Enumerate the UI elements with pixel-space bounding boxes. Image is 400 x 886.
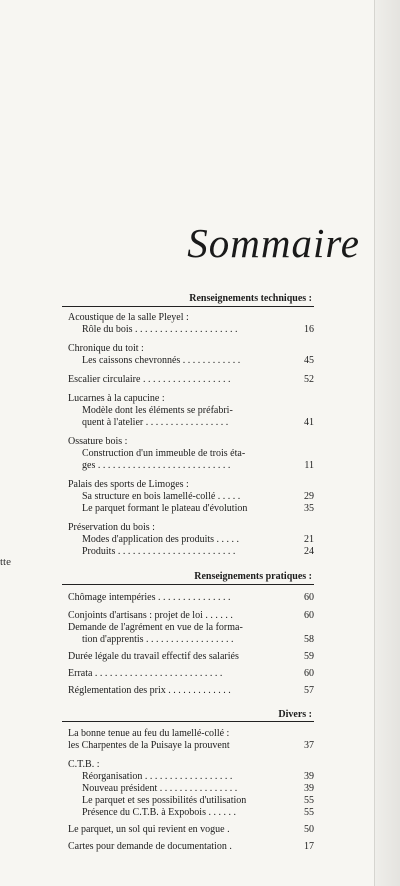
toc-entry: Modes d'application des produits . . . . . 21 <box>82 534 314 545</box>
toc-entry: Réorganisation . . . . . . . . . . . . . . . . . . 39 <box>82 771 314 782</box>
toc-entry: Produits . . . . . . . . . . . . . . . . . . . . . . . . 24 <box>82 546 314 557</box>
page-title: Sommaire <box>187 220 360 266</box>
toc-entry: Acoustique de la salle Pleyel : <box>68 312 189 323</box>
section-rule <box>62 721 314 722</box>
toc-entry: C.T.B. : <box>68 759 100 770</box>
toc-entry: Modèle dont les éléments se préfabri- <box>82 405 233 416</box>
toc-entry: Réglementation des prix . . . . . . . . . . . . . 57 <box>68 685 314 696</box>
section-heading-divers: Divers : <box>278 709 312 720</box>
toc-entry: Nouveau président . . . . . . . . . . . . . . . . 39 <box>82 783 314 794</box>
toc-entry: Le parquet formant le plateau d'évolution 35 <box>82 503 314 514</box>
toc-entry: Durée légale du travail effectif des salariés 59 <box>68 651 314 662</box>
toc-entry: Les caissons chevronnés . . . . . . . . . . . . 45 <box>82 355 314 366</box>
section-heading-techniques: Renseignements techniques : <box>189 293 312 304</box>
toc-entry: quent à l'atelier . . . . . . . . . . . . . . . . . 41 <box>82 417 314 428</box>
toc-entry: Construction d'un immeuble de trois éta- <box>82 448 246 459</box>
margin-text: tte <box>0 556 11 568</box>
toc-entry: Demande de l'agrément en vue de la forma- <box>68 622 243 633</box>
toc-entry: Le parquet et ses possibilités d'utilisation 55 <box>82 795 314 806</box>
toc-entry: Sa structure en bois lamellé-collé . . . . . 29 <box>82 491 314 502</box>
toc-entry: La bonne tenue au feu du lamellé-collé : <box>68 728 230 739</box>
toc-entry: Présence du C.T.B. à Expobois . . . . . . 55 <box>82 807 314 818</box>
toc-entry: ges . . . . . . . . . . . . . . . . . . . . . . . . . . . 11 <box>82 460 314 471</box>
toc-entry: Préservation du bois : <box>68 522 155 533</box>
section-rule <box>62 306 314 307</box>
toc-entry: Lucarnes à la capucine : <box>68 393 165 404</box>
toc-entry: Cartes pour demande de documentation . 17 <box>68 841 314 852</box>
toc-entry: les Charpentes de la Puisaye la prouvent 37 <box>68 740 314 751</box>
section-heading-pratiques: Renseignements pratiques : <box>194 571 312 582</box>
toc-entry: Rôle du bois . . . . . . . . . . . . . . . . . . . . . 16 <box>82 324 314 335</box>
next-page-edge <box>374 0 400 886</box>
toc-entry: Errata . . . . . . . . . . . . . . . . . . . . . . . . . . 60 <box>68 668 314 679</box>
toc-entry: tion d'apprentis . . . . . . . . . . . . . . . . . . 58 <box>82 634 314 645</box>
toc-entry: Escalier circulaire . . . . . . . . . . . . . . . . . . 52 <box>68 374 314 385</box>
toc-entry: Palais des sports de Limoges : <box>68 479 189 490</box>
toc-entry: Chronique du toit : <box>68 343 144 354</box>
toc-entry: Ossature bois : <box>68 436 128 447</box>
toc-entry: Conjoints d'artisans : projet de loi . . . . . . 60 <box>68 610 314 621</box>
toc-entry: Le parquet, un sol qui revient en vogue . 50 <box>68 824 314 835</box>
toc-entry: Chômage intempéries . . . . . . . . . . . . . . . 60 <box>68 592 314 603</box>
section-rule <box>62 584 314 585</box>
